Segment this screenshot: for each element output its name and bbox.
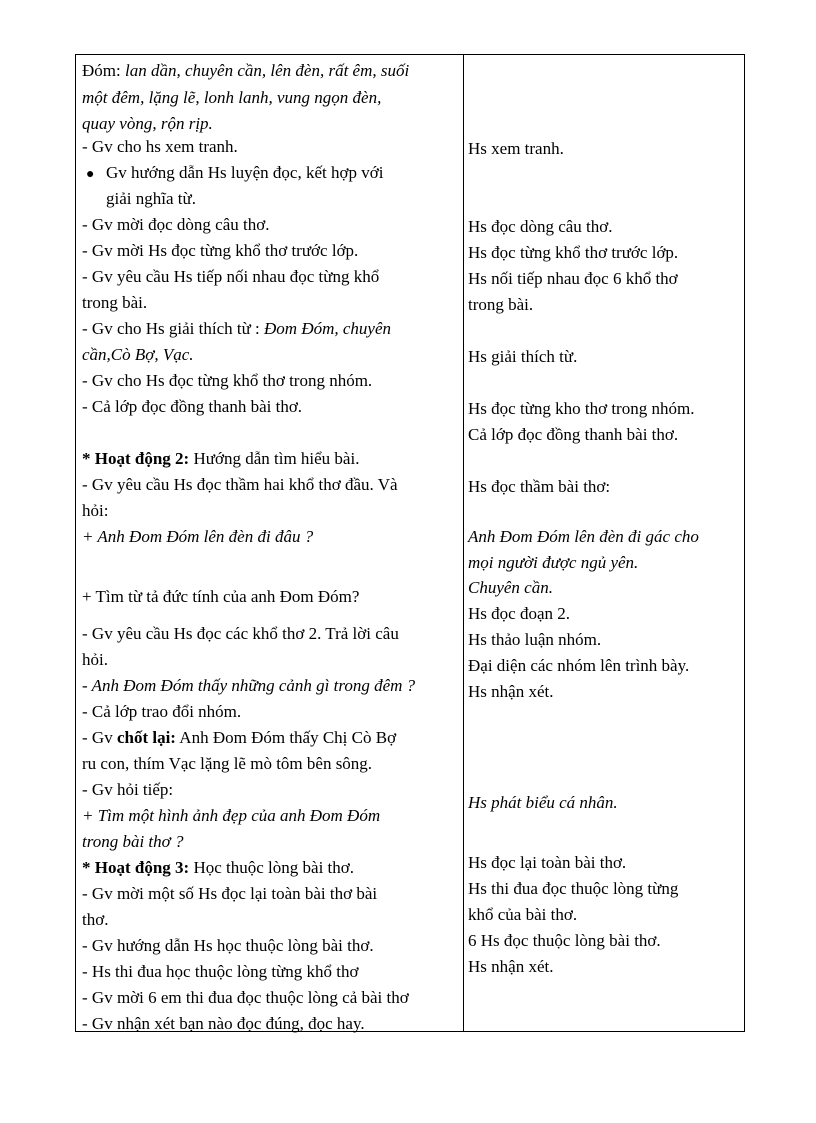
teacher-line: - Gv nhận xét bạn nào đọc đúng, đọc hay.: [82, 1014, 365, 1033]
question-line: trong bài thơ ?: [82, 832, 184, 851]
teacher-line: - Gv cho Hs đọc từng khổ thơ trong nhóm.: [82, 371, 373, 390]
question-line: - Anh Đom Đóm thấy những cảnh gì trong đêm ?: [82, 676, 416, 695]
student-line: Hs đọc lại toàn bài thơ.: [468, 853, 627, 872]
student-line: trong bài.: [468, 295, 534, 314]
teacher-line: - Gv cho hs xem tranh.: [82, 137, 238, 156]
teacher-line: - Gv mời đọc dòng câu thơ.: [82, 215, 270, 234]
student-line: Hs giải thích từ.: [468, 347, 578, 366]
answer-line: Anh Đom Đóm lên đèn đi gác cho: [468, 527, 699, 546]
column-divider: [463, 55, 464, 1031]
teacher-line: - Gv chốt lại: Anh Đom Đóm thấy Chị Cò Bợ: [82, 728, 397, 747]
student-line: Hs nối tiếp nhau đọc 6 khổ thơ: [468, 269, 678, 288]
vocab-line-3: quay vòng, rộn rịp.: [82, 114, 213, 133]
teacher-line: ru con, thím Vạc lặng lẽ mò tôm bên sông.: [82, 754, 373, 773]
student-line: Hs nhận xét.: [468, 682, 554, 701]
teacher-line: - Gv mời một số Hs đọc lại toàn bài thơ bài: [82, 884, 378, 903]
student-line: Hs đọc từng khổ thơ trước lớp.: [468, 243, 679, 262]
teacher-line: - Cả lớp đọc đồng thanh bài thơ.: [82, 397, 303, 416]
student-line: Hs đọc từng kho thơ trong nhóm.: [468, 399, 695, 418]
student-line: Hs nhận xét.: [468, 957, 554, 976]
student-line: 6 Hs đọc thuộc lòng bài thơ.: [468, 931, 661, 950]
student-line: Hs thi đua đọc thuộc lòng từng: [468, 879, 679, 898]
activity-3-heading: * Hoạt động 3: Học thuộc lòng bài thơ.: [82, 858, 355, 877]
teacher-line: - Gv yêu cầu Hs đọc thầm hai khổ thơ đầu. Và: [82, 475, 398, 494]
teacher-line: - Gv hướng dẫn Hs học thuộc lòng bài thơ.: [82, 936, 374, 955]
teacher-line: hỏi.: [82, 650, 108, 669]
teacher-line: - Gv hỏi tiếp:: [82, 780, 174, 799]
teacher-line: - Gv yêu cầu Hs đọc các khổ thơ 2. Trả lời câu: [82, 624, 399, 643]
student-line: khổ của bài thơ.: [468, 905, 578, 924]
teacher-line: - Cả lớp trao đổi nhóm.: [82, 702, 242, 721]
question-line: + Tìm một hình ảnh đẹp của anh Đom Đóm: [82, 806, 381, 825]
teacher-line: - Gv mời 6 em thi đua đọc thuộc lòng cả bài thơ: [82, 988, 409, 1007]
student-line: Hs đọc dòng câu thơ.: [468, 217, 613, 236]
student-line: Hs xem tranh.: [468, 139, 564, 158]
lesson-table: [75, 54, 745, 1032]
student-line: Hs đọc thầm bài thơ:: [468, 477, 611, 496]
activity-2-heading: * Hoạt động 2: Hướng dẫn tìm hiểu bài.: [82, 449, 360, 468]
answer-line: Chuyên cần.: [468, 578, 553, 597]
teacher-line: giải nghĩa từ.: [106, 189, 196, 208]
teacher-line: - Gv cho Hs giải thích từ : Đom Đóm, chuyên: [82, 319, 392, 338]
teacher-line: - Gv yêu cầu Hs tiếp nối nhau đọc từng khổ: [82, 267, 380, 286]
student-line: Đại diện các nhóm lên trình bày.: [468, 656, 690, 675]
teacher-line: - Gv mời Hs đọc từng khổ thơ trước lớp.: [82, 241, 359, 260]
vocab-line-2: một đêm, lặng lẽ, lonh lanh, vung ngọn đèn,: [82, 88, 382, 107]
question-line: + Tìm từ tả đức tính của anh Đom Đóm?: [82, 587, 360, 606]
teacher-line: thơ.: [82, 910, 109, 929]
teacher-line: cần,Cò Bợ, Vạc.: [82, 345, 194, 364]
question-line: + Anh Đom Đóm lên đèn đi đâu ?: [82, 527, 314, 546]
teacher-line: trong bài.: [82, 293, 148, 312]
teacher-line: hỏi:: [82, 501, 109, 520]
bullet-icon: ●: [86, 167, 95, 182]
student-line: Cả lớp đọc đồng thanh bài thơ.: [468, 425, 679, 444]
student-line: Hs đọc đoạn 2.: [468, 604, 570, 623]
answer-line: mọi người được ngủ yên.: [468, 553, 639, 572]
teacher-line: Gv hướng dẫn Hs luyện đọc, kết hợp với: [106, 163, 384, 182]
vocab-line-1: Đóm: lan dần, chuyên cần, lên đèn, rất êm, suối: [82, 61, 410, 80]
teacher-line: - Hs thi đua học thuộc lòng từng khổ thơ: [82, 962, 359, 981]
answer-line: Hs phát biểu cá nhân.: [468, 793, 618, 812]
student-line: Hs thảo luận nhóm.: [468, 630, 602, 649]
